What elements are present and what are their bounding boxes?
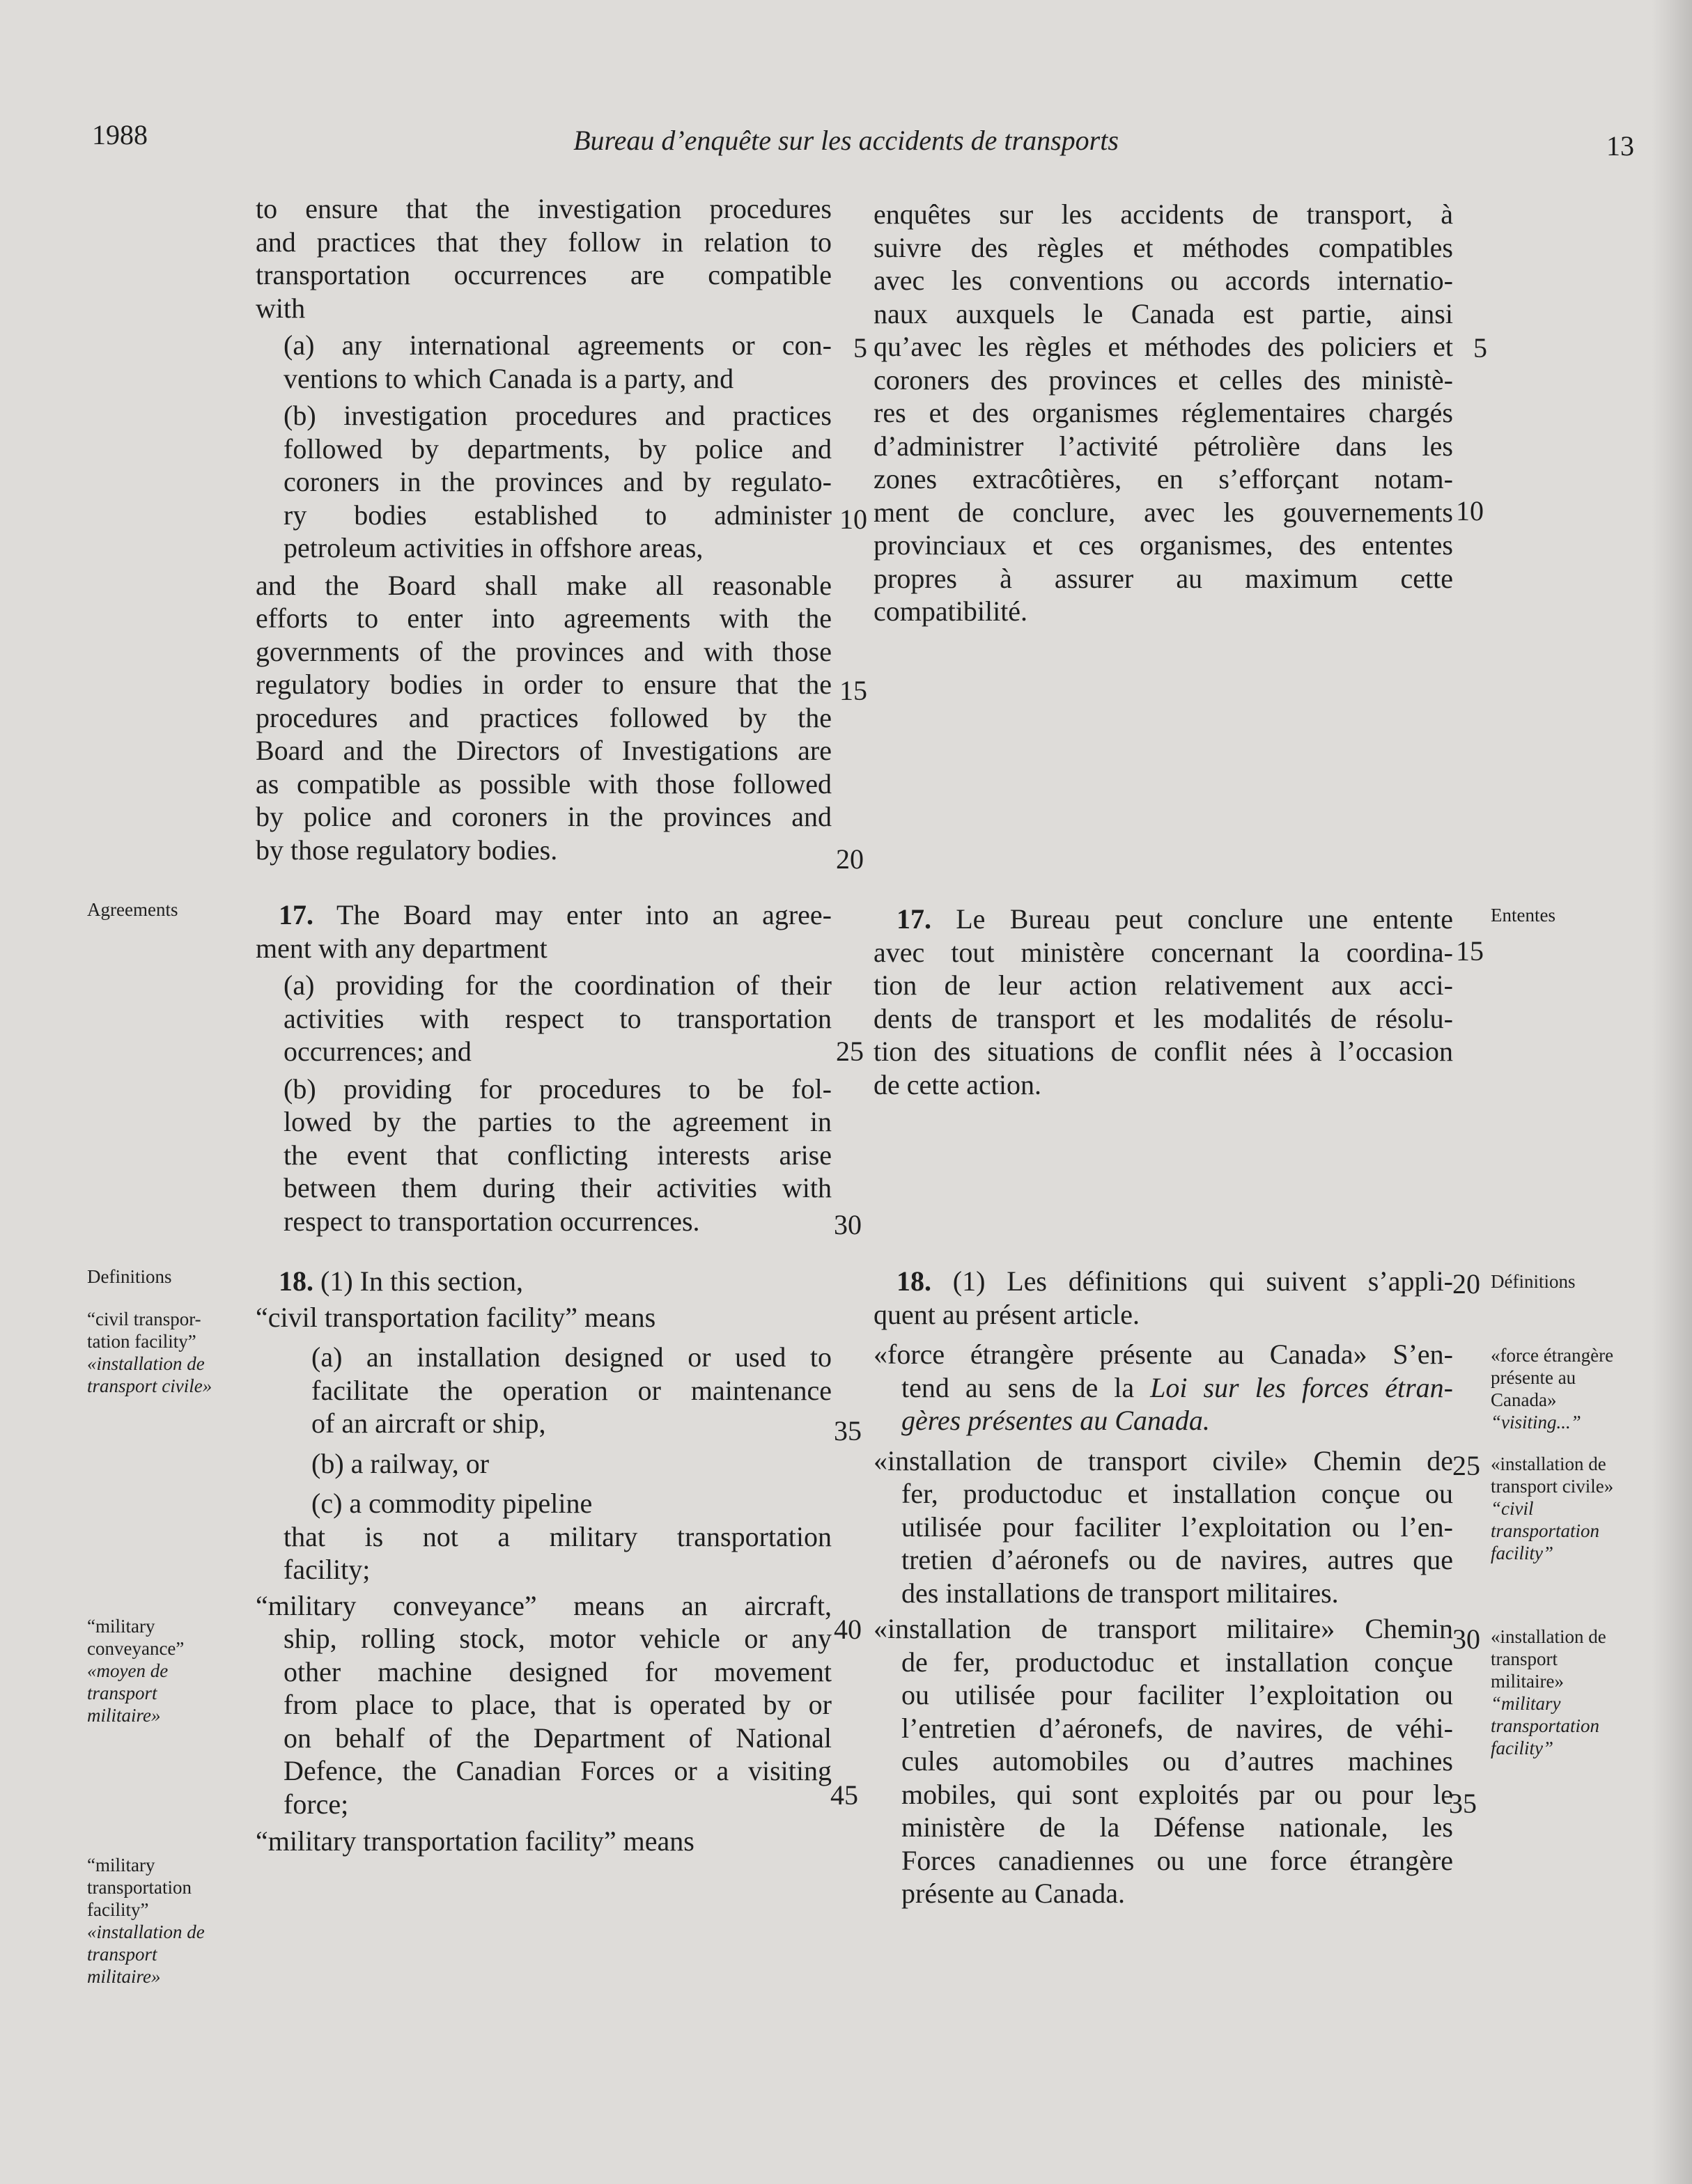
margin-note-line: militaire» [87,1705,161,1726]
english-section18-block [256,1265,832,1858]
text-line: tretien d’aéronefs ou de navires, autres que [901,1544,1453,1575]
text-line: between them during their activities with [284,1172,832,1203]
text-line: coroners des provinces et celles des ministè- [874,364,1453,396]
text-line: avec tout ministère concernant la coordina- [874,936,1453,968]
section-text: Le Bureau peut conclure une entente [956,903,1453,935]
text-line: by police and coroners in the provinces and [256,801,832,832]
section-number: 17. [279,899,313,930]
text-line: mobiles, qui sont exploités par ou pour le [901,1778,1453,1810]
text-line: the event that conflicting interests arise [284,1139,832,1171]
margin-note-line: facility” [87,1899,149,1920]
text-line [874,903,1453,936]
text-line [256,1265,832,1298]
line-number: 40 [834,1614,862,1645]
section-number: 17. [897,903,931,935]
margin-note-line: «installation de [1491,1453,1606,1474]
text-line: that is not a military transportation [284,1520,832,1552]
margin-note-line: “civil transpor- [87,1309,201,1329]
margin-note-force-etrangere [1491,1344,1647,1433]
margin-note-line: «installation de [87,1921,205,1942]
text-line: efforts to enter into agreements with the [256,602,832,634]
text-line: l’entretien d’aéronefs, de navires, de véhi- [901,1712,1453,1744]
text-line: respect to transportation occurrences. [284,1205,700,1237]
text-line [874,1404,1453,1437]
line-number: 25 [836,1036,864,1067]
margin-note-line: «installation de [1491,1626,1606,1647]
text-line: enquêtes sur les accidents de transport, à [874,198,1453,230]
text-line: de cette action. [874,1068,1041,1100]
french-section16-block [874,198,1453,628]
line-number: 10 [839,504,867,535]
line-number: 5 [1473,332,1487,364]
english-section16-block [256,192,832,866]
text-line: de fer, productoduc et installation conçue [901,1646,1453,1678]
margin-note-line: transport [87,1683,157,1703]
line-number: 35 [1449,1788,1477,1819]
margin-note-line: “military [87,1616,155,1637]
text-line: cules automobiles ou d’autres machines [901,1745,1453,1777]
margin-note-ententes: Ententes [1491,905,1555,926]
text-line: and practices that they follow in relation to [256,226,832,258]
text-line [874,1265,1453,1298]
margin-note-line: “civil [1491,1498,1534,1519]
margin-note-line: transportation [87,1877,192,1898]
text-line: dents de transport et les modalités de résolu- [874,1002,1453,1034]
text-line: des installations de transport militaires. [901,1577,1339,1609]
text-line: to ensure that the investigation procedures [256,193,832,224]
text-line: (a) any international agreements or con- [284,329,832,361]
line-number: 5 [853,332,867,364]
text-line: occurrences; and [284,1036,472,1067]
definition-term-line: «installation de transport militaire» Chemin [874,1613,1453,1644]
section-text: The Board may enter into an agree- [336,899,832,930]
text-line: (a) an installation designed or used to [311,1341,832,1373]
text-line: regulatory bodies in order to ensure that the [256,669,832,700]
margin-note-line: transport [87,1944,157,1965]
text-line: d’administrer l’activité pétrolière dans les [874,430,1453,462]
text-line: ministère de la Défense nationale, les [901,1811,1453,1843]
margin-note-line: transportation [1491,1715,1600,1736]
margin-note-installation-militaire [1491,1625,1647,1759]
line-number: 15 [839,675,867,706]
text-line: (a) providing for the coordination of their [284,969,832,1001]
margin-note-line: tation facility” [87,1331,196,1352]
text-line: (b) a railway, or [311,1447,490,1479]
margin-note-line: militaire» [87,1966,161,1987]
margin-note-line: transport civile» [87,1375,212,1396]
margin-note-line: «force étrangère [1491,1345,1614,1366]
statute-title: gères présentes au Canada. [901,1405,1210,1436]
text-line: utilisée pour faciliter l’exploitation ou l’en- [901,1511,1453,1543]
text-line: ment de conclure, avec les gouvernements [874,496,1453,528]
text-line: procedures and practices followed by the [256,701,832,733]
text-line: (c) a commodity pipeline [311,1488,593,1519]
section-text: (1) Les définitions qui suivent s’appli- [952,1265,1453,1297]
text-line: petroleum activities in offshore areas, [284,532,704,563]
margin-note-line: “military [87,1855,155,1875]
french-section17-block [874,903,1453,1101]
line-number: 30 [834,1209,862,1240]
line-number: 15 [1456,935,1484,967]
definition-term-line: “military transportation facility” means [256,1825,694,1857]
margin-note-line: “military [1491,1693,1561,1714]
text-line: présente au Canada. [901,1878,1125,1909]
text-line: facilitate the operation or maintenance [311,1374,832,1406]
english-section17-block [256,898,832,1238]
definition-term-line: “civil transportation facility” means [256,1301,656,1333]
line-number: 20 [1452,1268,1480,1300]
text-line: activities with respect to transportation [284,1002,832,1034]
margin-note-agreements: Agreements [87,899,178,920]
text-line: with [256,292,306,324]
line-number: 25 [1452,1450,1480,1481]
margin-note-civil-transportation-facility [87,1308,233,1397]
text-line: propres à assurer au maximum cette [874,562,1453,594]
margin-note-line: facility” [1491,1738,1553,1758]
text-line: coroners in the provinces and by regulato- [284,466,832,497]
text-line: Board and the Directors of Investigations are [256,735,832,766]
text-line: on behalf of the Department of National [284,1722,832,1754]
section-number: 18. [897,1265,931,1297]
text-line: from place to place, that is operated by or [284,1689,832,1720]
text-line: governments of the provinces and with those [256,635,832,667]
text-line: ry bodies established to administer [284,499,832,531]
margin-note-military-transportation-facility [87,1854,233,1988]
line-number: 35 [834,1415,862,1446]
margin-note-line: conveyance” [87,1638,185,1659]
margin-note-line: «moyen de [87,1660,169,1681]
margin-note-military-conveyance [87,1615,233,1726]
margin-note-line: transport [1491,1648,1558,1669]
text-line: avec les conventions ou accords internatio- [874,265,1453,296]
text-span: tend au sens de la [901,1371,1135,1403]
text-line: res et des organismes réglementaires chargés [874,397,1453,428]
margin-note-line: «installation de [87,1353,205,1374]
margin-note-line: présente au [1491,1367,1576,1388]
section-text: (1) In this section, [320,1265,524,1297]
line-number: 10 [1456,495,1484,526]
line-number: 20 [836,843,864,875]
text-line: fer, productoduc et installation conçue ou [901,1478,1453,1509]
text-line: Forces canadiennes ou une force étrangère [901,1844,1453,1876]
text-line: Defence, the Canadian Forces or a visiting [284,1755,832,1786]
text-line: qu’avec les règles et méthodes des policiers et [874,331,1453,362]
page-shadow-edge [1652,0,1692,2184]
text-line: ventions to which Canada is a party, and [284,362,734,394]
margin-note-installation-civile [1491,1453,1647,1564]
text-line: facility; [284,1554,371,1585]
line-number: 45 [830,1779,858,1811]
page-number: 13 [1606,130,1634,162]
text-line: as compatible as possible with those followed [256,767,832,800]
text-line: (b) investigation procedures and practices [284,400,832,431]
definition-term-line: “military conveyance” means an aircraft, [256,1589,832,1621]
text-line: by those regulatory bodies. [256,834,558,866]
text-line: naux auxquels le Canada est partie, ainsi [874,297,1453,329]
text-line [874,1371,1453,1405]
margin-note-definitions: Definitions [87,1266,172,1287]
text-line: force; [284,1788,349,1820]
text-line: provinciaux et ces organismes, des ententes [874,529,1453,561]
text-line: quent au présent article. [874,1298,1140,1330]
text-line: ou utilisée pour faciliter l’exploitation ou [901,1679,1453,1710]
text-line: ship, rolling stock, motor vehicle or any [284,1623,832,1654]
text-line: zones extracôtières, en s’efforçant notam- [874,463,1453,494]
margin-note-definitions-fr: Définitions [1491,1271,1576,1292]
text-line: tion de leur action relativement aux acci- [874,969,1453,1001]
text-line: other machine designed for movement [284,1655,832,1687]
margin-note-line: Canada» [1491,1389,1557,1410]
text-line: ment with any department [256,932,548,964]
line-number: 30 [1452,1623,1480,1655]
text-line [256,898,832,932]
text-line: suivre des règles et méthodes compatibles [874,231,1453,263]
statute-title: Loi sur les forces étran- [1150,1371,1454,1403]
text-line: of an aircraft or ship, [311,1407,546,1439]
header-year: 1988 [92,119,148,150]
text-line: compatibilité. [874,595,1028,627]
header-title: Bureau d’enquête sur les accidents de transports [573,125,1119,156]
margin-note-line: facility” [1491,1543,1553,1563]
definition-term-line: «installation de transport civile» Chemin de [874,1444,1453,1476]
text-line: lowed by the parties to the agreement in [284,1106,832,1137]
text-line: (b) providing for procedures to be fol- [284,1072,832,1105]
text-line: and the Board shall make all reasonable [256,569,832,601]
margin-note-line: transport civile» [1491,1476,1614,1497]
margin-note-line: “visiting...” [1491,1412,1581,1433]
text-line: transportation occurrences are compatible [256,259,832,290]
text-line: followed by departments, by police and [284,432,832,465]
section-number: 18. [279,1265,313,1297]
margin-note-line: transportation [1491,1520,1600,1541]
text-line: tion des situations de conflit nées à l’occasion [874,1036,1453,1067]
margin-note-line: militaire» [1491,1671,1564,1692]
french-section18-block [874,1265,1453,1910]
definition-term-line: «force étrangère présente au Canada» S’en- [874,1339,1453,1370]
